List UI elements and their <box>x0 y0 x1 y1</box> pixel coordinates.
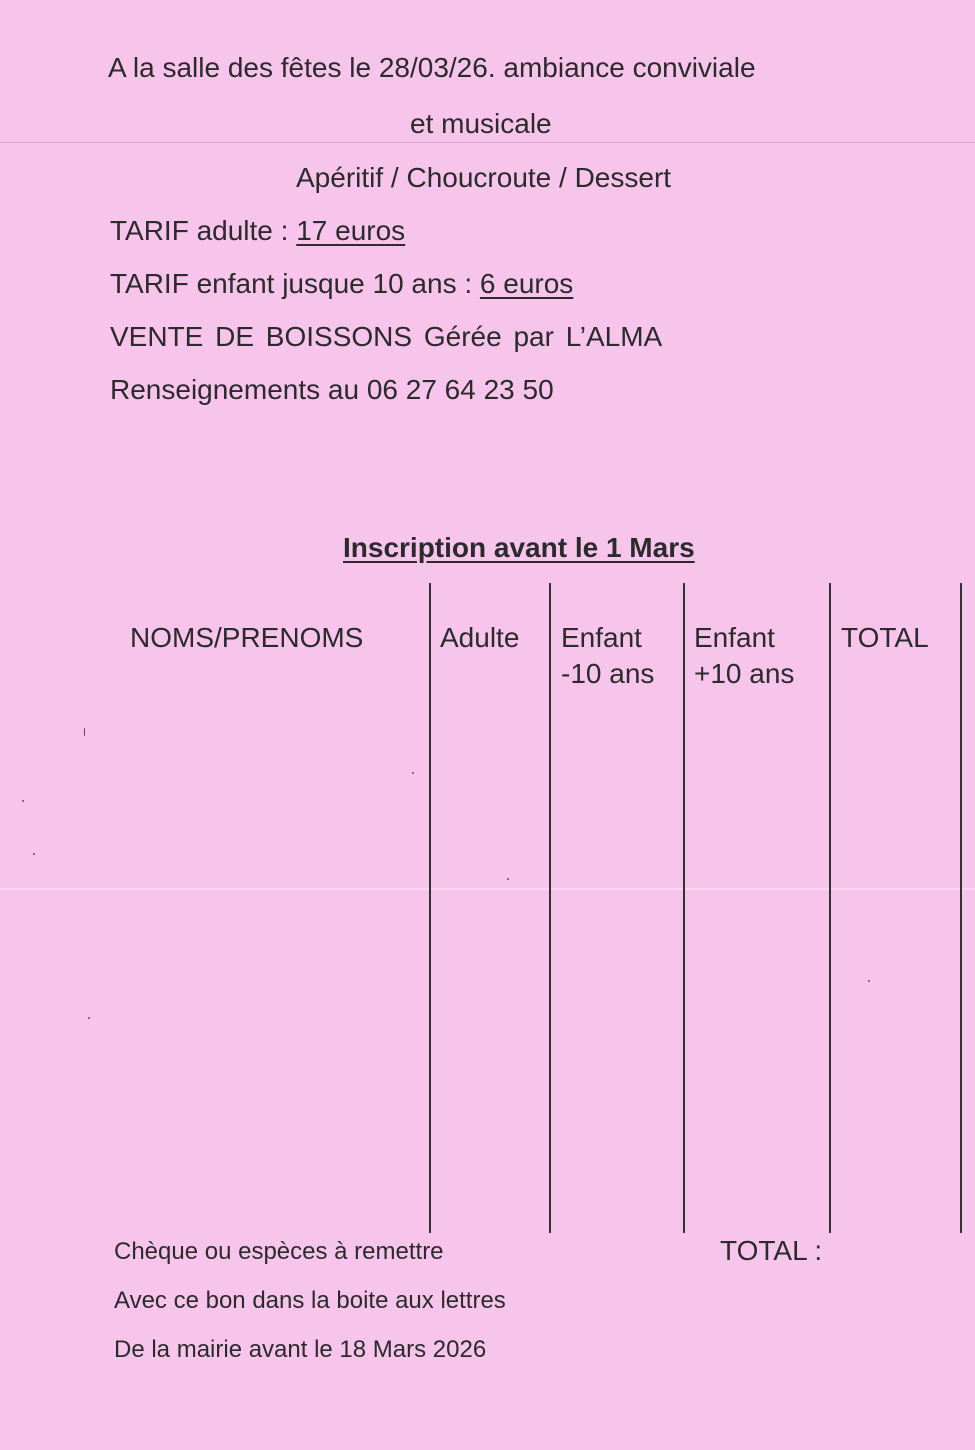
grand-total-label: TOTAL : <box>720 1235 823 1266</box>
scan-speck <box>868 980 870 982</box>
scan-speck <box>507 878 509 880</box>
scan-speck <box>412 772 414 774</box>
tarif-adulte-label: TARIF adulte : <box>110 215 297 246</box>
tarif-enfant-price: 6 euros <box>479 268 574 299</box>
scan-speck <box>88 1017 90 1019</box>
tarif-enfant-label: TARIF enfant jusque 10 ans : <box>110 268 480 299</box>
drinks-info: VENTE DE BOISSONS Gérée par L’ALMA <box>110 321 663 352</box>
column-divider <box>429 583 431 1233</box>
payment-deadline: De la mairie avant le 18 Mars 2026 <box>114 1336 487 1363</box>
tarif-adulte-price: 17 euros <box>296 215 406 246</box>
column-header-enfant-moins-10: Enfant -10 ans <box>561 622 655 689</box>
tarif-adulte <box>110 215 405 247</box>
column-divider <box>549 583 551 1233</box>
scan-speck <box>33 853 35 855</box>
event-ambiance: et musicale <box>410 108 552 139</box>
payment-instruction-mailbox: Avec ce bon dans la boite aux lettres <box>114 1287 506 1314</box>
column-divider <box>683 583 685 1233</box>
paper-fold-line <box>0 142 975 143</box>
event-location-date: A la salle des fêtes le 28/03/26. ambiance conviviale <box>108 52 756 83</box>
contact-phone: Renseignements au 06 27 64 23 50 <box>110 374 554 405</box>
payment-instruction: Chèque ou espèces à remettre <box>114 1238 444 1265</box>
column-header-total: TOTAL <box>841 622 929 653</box>
column-header-adulte: Adulte <box>440 622 520 653</box>
tarif-enfant <box>110 268 573 300</box>
column-divider <box>829 583 831 1233</box>
scan-speck <box>84 728 85 736</box>
registration-deadline: Inscription avant le 1 Mars <box>343 532 695 563</box>
column-divider <box>960 583 962 1233</box>
column-header-noms: NOMS/PRENOMS <box>130 622 364 653</box>
column-header-enfant-plus-10: Enfant +10 ans <box>694 622 795 689</box>
scan-speck <box>22 800 24 802</box>
event-menu: Apéritif / Choucroute / Dessert <box>296 162 672 193</box>
